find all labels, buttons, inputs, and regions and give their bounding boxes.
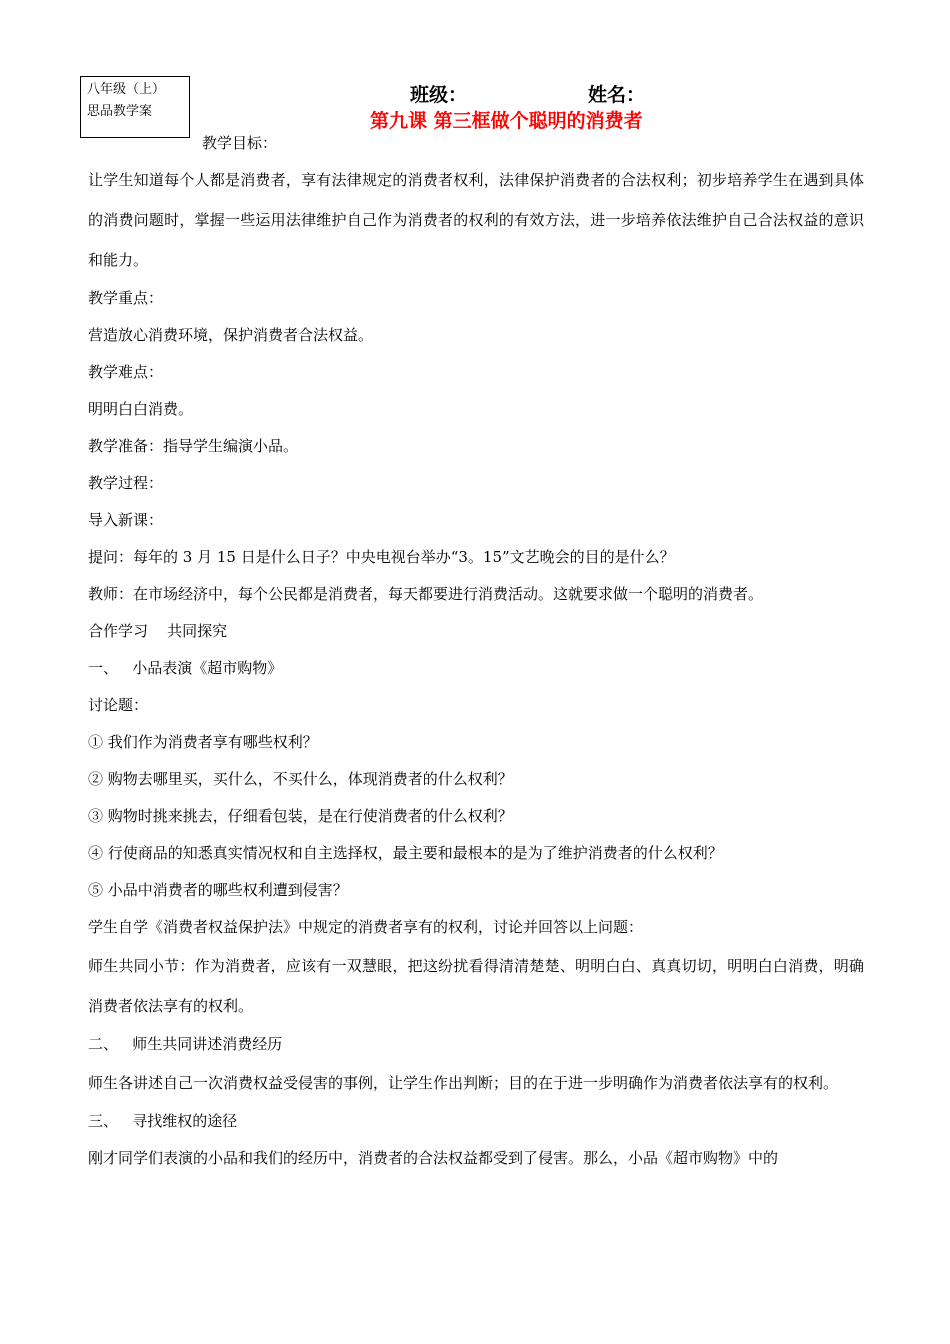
lesson-title: 第九课 第三框做个聪明的消费者 (370, 110, 643, 132)
coop-heading: 合作学习 共同探究 (88, 622, 228, 640)
section-three-heading: 三、 寻找维权的途径 (88, 1112, 238, 1130)
subject-label: 思品教学案 (87, 104, 153, 119)
discussion-question-1: ① 我们作为消费者享有哪些权利？ (88, 733, 318, 751)
section-three-text: 刚才同学们表演的小品和我们的经历中，消费者的合法权益都受到了侵害。那么，小品《超市购物》中的 (88, 1149, 779, 1167)
class-label: 班级： (410, 84, 468, 106)
name-label: 姓名： (588, 84, 646, 106)
key-point-label: 教学重点： (88, 289, 164, 307)
section-one-heading: 一、 小品表演《超市购物》 (88, 659, 283, 677)
goal-label: 教学目标： (202, 134, 278, 152)
class-name-line (410, 80, 646, 107)
discussion-question-5: ⑤ 小品中消费者的哪些权利遭到侵害？ (88, 881, 348, 899)
question-text: 提问：每年的 3 月 15 日是什么日子？中央电视台举办“3。15”文艺晚会的目的是什么？ (88, 548, 675, 566)
teacher-text: 教师：在市场经济中，每个公民都是消费者，每天都要进行消费活动。这就要求做一个聪明的消费者。 (88, 585, 764, 603)
key-point-text: 营造放心消费环境，保护消费者合法权益。 (88, 326, 374, 344)
discussion-question-3: ③ 购物时挑来挑去，仔细看包装，是在行使消费者的什么权利？ (88, 807, 513, 825)
section-two-text: 师生各讲述自己一次消费权益受侵害的事例，让学生作出判断；目的在于进一步明确作为消费者依法享有的权利。 (88, 1074, 839, 1092)
difficulty-label: 教学难点： (88, 363, 164, 381)
self-study-text: 学生自学《消费者权益保护法》中规定的消费者享有的权利，讨论并回答以上问题： (88, 918, 644, 936)
section-two-heading: 二、 师生共同讲述消费经历 (88, 1035, 283, 1053)
preparation-text: 教学准备：指导学生编演小品。 (88, 437, 299, 455)
difficulty-text: 明明白白消费。 (88, 400, 194, 418)
document-body (88, 160, 864, 1177)
grade-subject-box (80, 76, 190, 138)
summary-text: 师生共同小节：作为消费者，应该有一双慧眼，把这纷扰看得清清楚楚、明明白白、真真切切，明明白白消费，明确消费者依法享有的权利。 (88, 957, 864, 1015)
discussion-question-2: ② 购物去哪里买，买什么，不买什么，体现消费者的什么权利？ (88, 770, 513, 788)
discussion-label: 讨论题： (88, 696, 149, 714)
goal-text: 让学生知道每个人都是消费者，享有法律规定的消费者权利，法律保护消费者的合法权利；初步培养学生在遇到具体的消费问题时，掌握一些运用法律维护自己作为消费者的权利的有效方法，进一步培养依法维护自己合法权益的意识和能力。 (88, 171, 864, 269)
process-label: 教学过程： (88, 474, 164, 492)
intro-label: 导入新课： (88, 511, 164, 529)
grade-label: 八年级（上） (87, 82, 166, 97)
discussion-question-4: ④ 行使商品的知悉真实情况权和自主选择权，最主要和最根本的是为了维护消费者的什么权利？ (88, 844, 723, 862)
